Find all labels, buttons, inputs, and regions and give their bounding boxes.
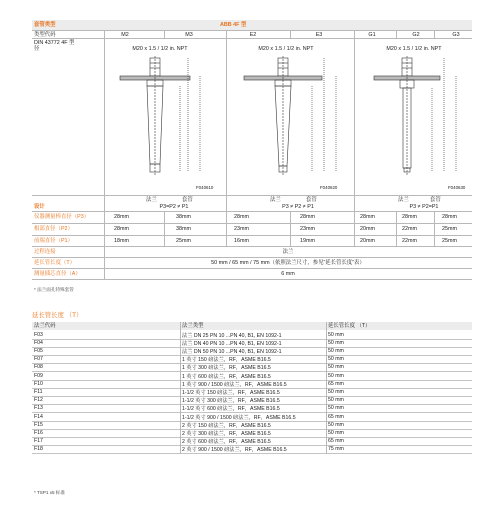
design-g-left: 法兰 [398,197,409,203]
extension-length-cell: 50 mm [328,356,344,363]
flange-type-cell: 1-1/2 英寸 900 / 1500 磅法兰，RF，ASME B16.5 [182,414,296,421]
extension-length-cell: 65 mm [328,380,344,387]
flange-type-cell: 1 英寸 150 磅法兰，RF，ASME B16.5 [182,357,271,364]
design-label: 设计 [34,204,45,210]
extension-length-cell: 50 mm [328,339,344,346]
figure-id-e: F040620 [320,185,338,190]
type-code-label: 类型代码 [34,32,56,38]
p2-g2: 22mm [402,226,417,232]
extension-table-title: 延长管长度 （T） [32,312,83,319]
code-g2: G2 [412,32,420,38]
p2-e3: 23mm [300,226,315,232]
col-extension-length: 延长管长度 （T） [328,323,371,329]
design-e-right: 套管 [306,197,317,203]
flange-code-cell: F11 [34,388,43,395]
p2-g3: 25mm [442,226,457,232]
flange-type-cell: 1-1/2 英寸 150 磅法兰，RF，ASME B16.5 [182,389,280,396]
extension-value: 50 mm / 65 mm / 75 mm（依照法兰尺寸，参见“延长管长度”表） [211,260,365,266]
flange-type-cell: 1 英寸 600 磅法兰，RF，ASME B16.5 [182,373,271,380]
thread-label-e: M20 x 1.5 / 1/2 in. NPT [258,46,314,52]
extension-length-cell: 65 mm [328,438,344,445]
flange-code-cell: F12 [34,397,43,404]
table1-footnote: * 法兰面孔特殊套管 [34,287,74,292]
code-g3: G3 [452,32,460,38]
flange-type-cell: 2 英寸 300 磅法兰，RF，ASME B16.5 [182,430,271,437]
insert-label: 测量插芯直径（A） [34,271,81,277]
p2-label: 根部直径（P2） [34,226,73,232]
col-flange-code: 法兰代码 [34,323,56,329]
extension-table-header [32,322,472,330]
code-e2: E2 [249,32,257,38]
p1-m2: 18mm [114,238,129,244]
brand-title: ABB 4F 型 [220,21,247,28]
p3-e3: 28mm [300,214,315,220]
thermowell-drawing-m [104,54,222,194]
p2-g1: 20mm [360,226,375,232]
flange-code-cell: F17 [34,438,43,445]
din-label-2: 径 [34,46,40,52]
flange-code-cell: F13 [34,405,43,412]
process-value: 法兰 [282,249,294,255]
code-m3: M3 [185,32,193,38]
extension-length-cell: 50 mm [328,421,344,428]
extension-length-cell: 50 mm [328,405,344,412]
code-e3: E3 [315,32,323,38]
flange-code-cell: F09 [34,372,43,379]
code-m2: M2 [121,32,129,38]
flange-code-cell: F18 [34,446,43,453]
flange-type-cell: 1-1/2 英寸 300 磅法兰，RF，ASME B16.5 [182,398,280,405]
flange-code-cell: F08 [34,364,43,371]
flange-type-cell: 2 英寸 150 磅法兰，RF，ASME B16.5 [182,422,271,429]
design-g-right: 套管 [430,197,441,203]
extension-length-cell: 50 mm [328,347,344,354]
flange-code-cell: F05 [34,347,43,354]
p1-e3: 19mm [300,238,315,244]
thermowell-drawing-g [362,54,466,194]
p3-e2: 28mm [234,214,249,220]
insert-value: 6 mm [281,271,295,277]
flange-type-cell: 法兰 DN 40 PN 10 ...PN 40, B1, EN 1092-1 [182,340,282,347]
flange-code-cell: F03 [34,331,43,338]
p1-e2: 16mm [234,238,249,244]
p3-g2: 28mm [402,214,417,220]
extension-length-cell: 50 mm [328,429,344,436]
flange-code-cell: F16 [34,429,43,436]
p1-g3: 25mm [442,238,457,244]
flange-code-cell: F15 [34,421,43,428]
figure-id-m: F040610 [196,185,214,190]
p2-m2: 28mm [114,226,129,232]
p3-m2: 28mm [114,214,129,220]
p2-e2: 23mm [234,226,249,232]
extension-length-cell: 75 mm [328,446,344,453]
design-e-formula: P3 ≠ P2 ≠ P1 [282,204,314,210]
design-m-right: 套管 [182,197,193,203]
extension-length-cell: 65 mm [328,413,344,420]
thermowell-drawing-e [232,54,350,194]
p1-m3: 25mm [176,238,191,244]
table2-footnote: * TSP1 x5 标准 [34,490,66,495]
design-g-formula: P3 ≠ P2=P1 [409,204,439,210]
p1-g2: 22mm [402,238,417,244]
thread-label-g: M20 x 1.5 / 1/2 in. NPT [386,46,442,52]
flange-code-cell: F07 [34,356,43,363]
flange-code-cell: F14 [34,413,43,420]
design-e-left: 法兰 [270,197,281,203]
extension-length-cell: 50 mm [328,372,344,379]
p3-g1: 28mm [360,214,375,220]
flange-type-cell: 1 英寸 900 / 1500 磅法兰，RF，ASME B16.5 [182,381,287,388]
flange-type-cell: 法兰 DN 50 PN 10 ...PN 40, B1, EN 1092-1 [182,348,282,355]
flange-type-cell: 法兰 DN 25 PN 10 ...PN 40, B1, EN 1092-1 [182,332,282,339]
code-g1: G1 [368,32,376,38]
din-label: DIN 43772 4F 型 [34,40,75,46]
extension-length-cell: 50 mm [328,388,344,395]
extension-label: 延长管长度（T） [34,260,76,266]
thermowell-type-label: 套管类型 [34,21,56,28]
table-row [32,446,472,455]
flange-type-cell: 2 英寸 600 磅法兰，RF，ASME B16.5 [182,439,271,446]
flange-type-cell: 1-1/2 英寸 600 磅法兰，RF，ASME B16.5 [182,406,280,413]
p2-m3: 38mm [176,226,191,232]
flange-code-cell: F10 [34,380,43,387]
col-flange-type: 法兰类型 [182,323,204,329]
flange-code-cell: F04 [34,339,43,346]
p3-label: 仪器测量棒直径（P3） [34,214,90,220]
p3-g3: 28mm [442,214,457,220]
process-label: 过程连接 [34,249,56,255]
flange-type-cell: 2 英寸 900 / 1500 磅法兰，RF，ASME B16.5 [182,447,287,454]
p1-label: 前端直径（P1） [34,238,73,244]
extension-length-cell: 50 mm [328,397,344,404]
p3-m3: 38mm [176,214,191,220]
flange-type-cell: 1 英寸 300 磅法兰，RF，ASME B16.5 [182,365,271,372]
extension-length-cell: 50 mm [328,331,344,338]
design-m-left: 法兰 [146,197,157,203]
figure-id-g: F040630 [448,185,466,190]
thread-label-m: M20 x 1.5 / 1/2 in. NPT [132,46,188,52]
extension-length-cell: 50 mm [328,364,344,371]
design-m-formula: P3=P2 ≠ P1 [159,204,189,210]
p1-g1: 20mm [360,238,375,244]
